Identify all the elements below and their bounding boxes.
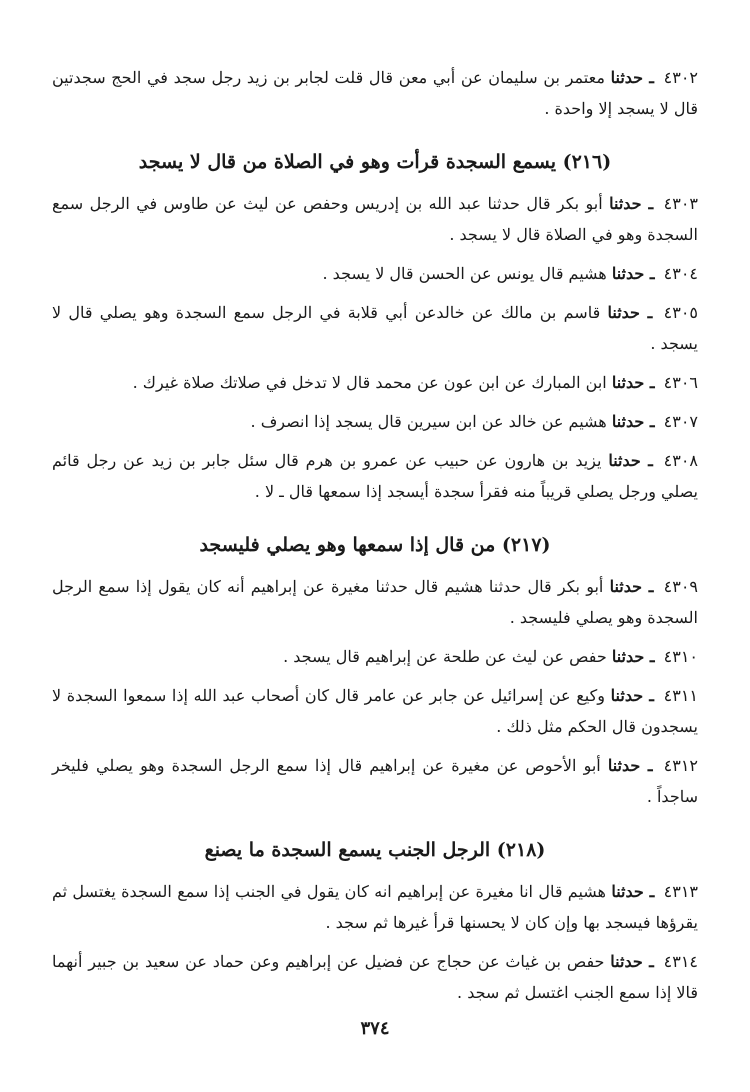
hadith-4310 <box>52 641 698 672</box>
hadith-number: ٤٣١٤ <box>663 952 699 971</box>
hadith-number: ٤٣٠٧ <box>663 412 698 431</box>
hadith-text: معتمر بن سليمان عن أبي معن قال قلت لجابر بن زيد رجل سجد في الحج سجدتين قال لا يسجد إلا واحدة . <box>52 68 698 118</box>
hadith-4309 <box>52 571 698 633</box>
hadith-number: ٤٣٠٣ <box>663 194 698 213</box>
hadith-lead: ـ حدثنا <box>609 194 654 213</box>
hadith-4306 <box>52 367 698 398</box>
hadith-4311 <box>52 680 698 742</box>
hadith-text: حفص عن ليث عن طلحة عن إبراهيم قال يسجد . <box>283 647 607 666</box>
hadith-text: وكيع عن إسرائيل عن جابر عن عامر قال كان أصحاب عبد الله إذا سمعوا السجدة لا يسجدون قال الحكم مثل ذلك . <box>52 686 698 736</box>
hadith-text: أبو بكر قال حدثنا هشيم قال حدثنا مغيرة عن إبراهيم أنه كان يقول إذا سمع الرجل السجدة وهو يصلي فليسجد . <box>52 577 698 627</box>
hadith-lead: ـ حدثنا <box>609 577 654 596</box>
hadith-4304 <box>52 258 698 289</box>
hadith-text: يزيد بن هارون عن حبيب عن عمرو بن هرم قال سئل جابر بن زيد عن رجل قائم يصلي ورجل يصلي قريباً منه فقرأ سجدة أيسجد إذا سمعها قال ـ لا . <box>52 451 698 501</box>
hadith-number: ٤٣١٢ <box>663 756 698 775</box>
hadith-text: قاسم بن مالك عن خالدعن أبي قلابة في الرجل سمع السجدة وهو يصلي قال لا يسجد . <box>52 303 698 353</box>
hadith-lead: ـ حدثنا <box>607 303 653 322</box>
page-number: ٣٧٤ <box>360 1018 390 1039</box>
hadith-4303 <box>52 188 698 250</box>
hadith-text: أبو بكر قال حدثنا عبد الله بن إدريس وحفص عن ليث عن طاوس في الرجل سمع السجدة وهو في الصلاة قال لا يسجد . <box>52 194 698 244</box>
hadith-number: ٤٣٠٩ <box>663 577 699 596</box>
hadith-number: ٤٣٠٥ <box>663 303 699 322</box>
hadith-4312 <box>52 750 698 812</box>
hadith-number: ٤٣١٠ <box>663 647 698 666</box>
hadith-4302 <box>52 62 698 124</box>
hadith-4305 <box>52 297 698 359</box>
hadith-lead: ـ حدثنا <box>611 264 655 283</box>
chapter-heading-218: (٢١٨) الرجل الجنب يسمع السجدة ما يصنع <box>204 839 546 861</box>
hadith-number: ٤٣١٣ <box>663 882 699 901</box>
hadith-4314 <box>52 946 698 1008</box>
hadith-text: هشيم قال انا مغيرة عن إبراهيم انه كان يقول في الجنب إذا سمع السجدة يغتسل ثم يقرؤها فيسجد بها وإن كان لا يحسنها قرأ غيرها ثم سجد . <box>52 882 698 932</box>
hadith-lead: ـ حدثنا <box>608 451 653 470</box>
hadith-lead: ـ حدثنا <box>611 373 655 392</box>
hadith-lead: ـ حدثنا <box>610 952 654 971</box>
hadith-lead: ـ حدثنا <box>610 68 654 87</box>
hadith-4307 <box>52 406 698 437</box>
hadith-text: ابن المبارك عن ابن عون عن محمد قال لا تدخل في صلاتك صلاة غيرك . <box>132 373 607 392</box>
hadith-lead: ـ حدثنا <box>611 647 655 666</box>
hadith-number: ٤٣٠٦ <box>663 373 698 392</box>
page-body <box>52 62 698 1016</box>
hadith-lead: ـ حدثنا <box>610 686 654 705</box>
hadith-lead: ـ حدثنا <box>611 412 655 431</box>
chapter-heading-216: (٢١٦) يسمع السجدة قرأت وهو في الصلاة من قال لا يسجد <box>138 151 612 173</box>
hadith-number: ٤٣١١ <box>663 686 699 705</box>
hadith-text: هشيم قال يونس عن الحسن قال لا يسجد . <box>322 264 607 283</box>
hadith-text: أبو الأحوص عن مغيرة عن إبراهيم قال إذا سمع الرجل السجدة وهو يصلي فليخر ساجداً . <box>52 756 698 806</box>
hadith-number: ٤٣٠٨ <box>663 451 698 470</box>
hadith-number: ٤٣٠٢ <box>663 68 699 87</box>
hadith-text: هشيم عن خالد عن ابن سيرين قال يسجد إذا انصرف . <box>250 412 607 431</box>
hadith-lead: ـ حدثنا <box>611 882 655 901</box>
hadith-number: ٤٣٠٤ <box>663 264 698 283</box>
hadith-4313 <box>52 876 698 938</box>
hadith-text: حفص بن غياث عن حجاج عن فضيل عن إبراهيم وعن حماد عن سعيد بن جبير أنهما قالا إذا سمع الجنب اغتسل ثم سجد . <box>52 952 698 1002</box>
hadith-lead: ـ حدثنا <box>607 756 653 775</box>
chapter-heading-217: (٢١٧) من قال إذا سمعها وهو يصلي فليسجد <box>199 534 551 556</box>
hadith-4308 <box>52 445 698 507</box>
